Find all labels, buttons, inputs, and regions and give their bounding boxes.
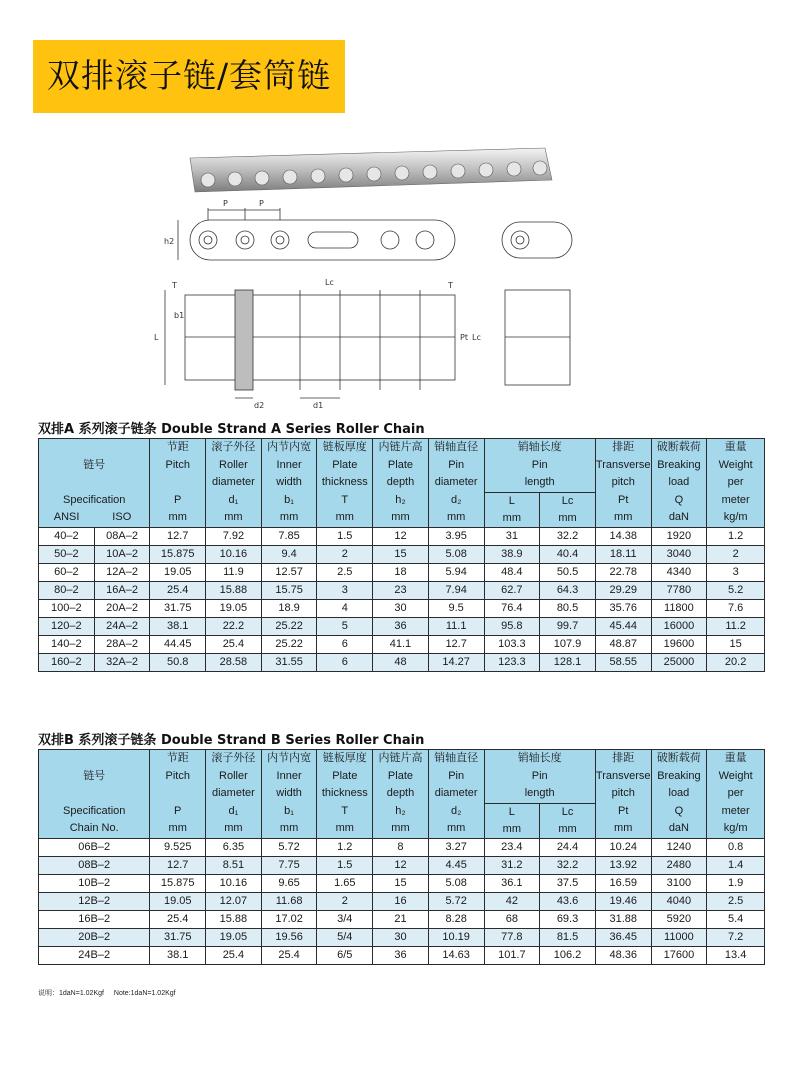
table-cell: 103.3	[484, 635, 540, 653]
table-cell: 2	[707, 545, 765, 563]
spec-sub-iso: ISO	[112, 511, 132, 524]
table-cell: 15	[373, 545, 429, 563]
table-cell: 6	[317, 635, 373, 653]
table-cell: 2.5	[317, 563, 373, 581]
table-cell: 35.76	[595, 599, 651, 617]
table-cell: 1920	[651, 527, 707, 545]
table-cell: 4	[317, 599, 373, 617]
table-cell: 25.4	[150, 581, 206, 599]
col-header-breaking-load: 破断载荷 Breaking load Q daN	[651, 439, 707, 528]
table-cell: 9.65	[261, 874, 317, 892]
table-cell: 36	[373, 617, 429, 635]
col-header-inner-width: 内节内宽 Inner width b₁ mm	[261, 750, 317, 839]
table-cell: 13.92	[595, 856, 651, 874]
table-cell: 36.1	[484, 874, 540, 892]
title-banner	[33, 40, 345, 113]
table-cell: 5.4	[707, 910, 765, 928]
footnote-cn: 说明：1daN=1.02Kgf	[38, 990, 104, 997]
table-cell: 9.525	[150, 838, 206, 856]
table-b	[38, 749, 765, 965]
table-cell: 5	[317, 617, 373, 635]
table-b-title: 双排B 系列滚子链条 Double Strand B Series Roller Chain	[38, 733, 425, 748]
chain-drawing	[150, 140, 590, 410]
dim-label: T	[172, 281, 177, 290]
table-cell: 100–2	[39, 599, 95, 617]
table-cell: 12.7	[150, 856, 206, 874]
table-cell: 3.27	[428, 838, 484, 856]
table-cell: 12B–2	[39, 892, 150, 910]
chain-photo	[190, 148, 552, 192]
table-cell: 06B–2	[39, 838, 150, 856]
table-cell: 17.02	[261, 910, 317, 928]
table-cell: 3100	[651, 874, 707, 892]
table-cell: 50.5	[540, 563, 596, 581]
table-cell: 3/4	[317, 910, 373, 928]
table-cell: 10.16	[206, 874, 262, 892]
table-cell: 1.5	[317, 527, 373, 545]
table-cell: 20B–2	[39, 928, 150, 946]
col-header-plate-thickness: 链板厚度 Plate thickness T mm	[317, 439, 373, 528]
table-cell: 101.7	[484, 946, 540, 964]
spec-header-cn: 链号	[83, 458, 106, 471]
table-cell: 19.05	[206, 599, 262, 617]
table-cell: 13.4	[707, 946, 765, 964]
table-cell: 77.8	[484, 928, 540, 946]
table-cell: 16	[373, 892, 429, 910]
col-header-roller: 滚子外径 Roller diameter d₁ mm	[206, 750, 262, 839]
table-cell: 38.9	[484, 545, 540, 563]
table-cell: 69.3	[540, 910, 596, 928]
col-header-transverse-pitch: 排距 Transverse pitch Pt mm	[595, 750, 651, 839]
table-cell: 3	[707, 563, 765, 581]
table-cell: 48	[373, 653, 429, 671]
col-header-pitch: 节距 Pitch P mm	[150, 439, 206, 528]
table-cell: 5.08	[428, 874, 484, 892]
table-a	[38, 438, 765, 672]
table-cell: 24A–2	[94, 617, 150, 635]
dim-label: Lc	[325, 278, 334, 287]
table-cell: 50.8	[150, 653, 206, 671]
table-cell: 1.65	[317, 874, 373, 892]
table-cell: 48.87	[595, 635, 651, 653]
table-cell: 29.29	[595, 581, 651, 599]
table-cell: 48.36	[595, 946, 651, 964]
table-cell: 25.22	[261, 635, 317, 653]
table-cell: 4340	[651, 563, 707, 581]
table-cell: 08B–2	[39, 856, 150, 874]
table-cell: 6.35	[206, 838, 262, 856]
table-cell: 28.58	[206, 653, 262, 671]
table-cell: 5.94	[428, 563, 484, 581]
table-cell: 4040	[651, 892, 707, 910]
table-cell: 23	[373, 581, 429, 599]
table-cell: 12.07	[206, 892, 262, 910]
table-row	[39, 874, 765, 892]
table-cell: 1.2	[317, 838, 373, 856]
table-cell: 16000	[651, 617, 707, 635]
table-cell: 11.9	[206, 563, 262, 581]
table-row	[39, 928, 765, 946]
table-cell: 36.45	[595, 928, 651, 946]
dim-label: h2	[164, 237, 175, 246]
table-cell: 10B–2	[39, 874, 150, 892]
table-cell: 2	[317, 892, 373, 910]
table-cell: 14.27	[428, 653, 484, 671]
table-cell: 10.16	[206, 545, 262, 563]
table-cell: 7780	[651, 581, 707, 599]
table-cell: 18.11	[595, 545, 651, 563]
table-cell: 43.6	[540, 892, 596, 910]
table-cell: 4.45	[428, 856, 484, 874]
table-cell: 24B–2	[39, 946, 150, 964]
table-cell: 12.7	[428, 635, 484, 653]
col-header-weight: 重量 Weight per meter kg/m	[707, 439, 765, 528]
table-row	[39, 946, 765, 964]
table-cell: 64.3	[540, 581, 596, 599]
table-cell: 28A–2	[94, 635, 150, 653]
table-cell: 14.63	[428, 946, 484, 964]
table-cell: 160–2	[39, 653, 95, 671]
table-cell: 2	[317, 545, 373, 563]
dim-label: P	[223, 199, 228, 208]
spec-header-en: Specification	[63, 493, 126, 506]
table-cell: 5/4	[317, 928, 373, 946]
table-cell: 19.56	[261, 928, 317, 946]
table-cell: 31.55	[261, 653, 317, 671]
table-cell: 95.8	[484, 617, 540, 635]
table-cell: 15.875	[150, 545, 206, 563]
spec-sub-ansi: ANSI	[53, 511, 80, 524]
table-row	[39, 635, 765, 653]
table-cell: 80–2	[39, 581, 95, 599]
col-header-pin-length: 销轴长度 Pin length L Lc mm mm	[484, 439, 595, 528]
col-header-pin-diameter: 销轴直径 Pin diameter d₂ mm	[428, 439, 484, 528]
table-cell: 0.8	[707, 838, 765, 856]
col-header-weight: 重量 Weight per meter kg/m	[707, 750, 765, 839]
table-cell: 3.95	[428, 527, 484, 545]
table-a-title: 双排A 系列滚子链条 Double Strand A Series Roller Chain	[38, 422, 425, 437]
table-row	[39, 581, 765, 599]
table-cell: 1.9	[707, 874, 765, 892]
table-cell: 12.57	[261, 563, 317, 581]
table-cell: 45.44	[595, 617, 651, 635]
table-cell: 11.2	[707, 617, 765, 635]
table-cell: 36	[373, 946, 429, 964]
table-cell: 7.75	[261, 856, 317, 874]
table-cell: 6/5	[317, 946, 373, 964]
table-cell: 31.2	[484, 856, 540, 874]
table-cell: 81.5	[540, 928, 596, 946]
table-cell: 107.9	[540, 635, 596, 653]
table-cell: 48.4	[484, 563, 540, 581]
table-cell: 24.4	[540, 838, 596, 856]
table-cell: 80.5	[540, 599, 596, 617]
table-cell: 7.6	[707, 599, 765, 617]
dim-label: T	[448, 281, 453, 290]
table-cell: 32.2	[540, 527, 596, 545]
table-cell: 12	[373, 856, 429, 874]
col-header-pitch: 节距 Pitch P mm	[150, 750, 206, 839]
table-cell: 15	[373, 874, 429, 892]
table-cell: 14.38	[595, 527, 651, 545]
table-cell: 9.5	[428, 599, 484, 617]
dim-label: Lc	[472, 333, 481, 342]
table-cell: 20A–2	[94, 599, 150, 617]
table-cell: 25.4	[206, 946, 262, 964]
table-cell: 3	[317, 581, 373, 599]
table-cell: 31	[484, 527, 540, 545]
table-cell: 2.5	[707, 892, 765, 910]
table-cell: 5.72	[261, 838, 317, 856]
page-title: 双排滚子链/套筒链	[47, 56, 332, 95]
table-cell: 17600	[651, 946, 707, 964]
table-cell: 7.2	[707, 928, 765, 946]
table-row	[39, 892, 765, 910]
table-cell: 62.7	[484, 581, 540, 599]
table-cell: 25000	[651, 653, 707, 671]
table-cell: 7.85	[261, 527, 317, 545]
table-b-body	[39, 838, 765, 964]
table-row	[39, 527, 765, 545]
table-row	[39, 838, 765, 856]
spec-header-cell	[39, 750, 150, 839]
table-cell: 6	[317, 653, 373, 671]
table-cell: 1.4	[707, 856, 765, 874]
table-cell: 5920	[651, 910, 707, 928]
table-cell: 25.4	[150, 910, 206, 928]
table-cell: 40.4	[540, 545, 596, 563]
table-cell: 22.78	[595, 563, 651, 581]
table-cell: 31.75	[150, 599, 206, 617]
dim-label: b1	[174, 311, 185, 320]
table-cell: 19.05	[150, 892, 206, 910]
col-header-breaking-load: 破断载荷 Breaking load Q daN	[651, 750, 707, 839]
table-cell: 16B–2	[39, 910, 150, 928]
table-cell: 5.2	[707, 581, 765, 599]
table-cell: 8	[373, 838, 429, 856]
table-cell: 15.88	[206, 581, 262, 599]
table-cell: 30	[373, 599, 429, 617]
table-cell: 11.1	[428, 617, 484, 635]
table-cell: 99.7	[540, 617, 596, 635]
col-header-inner-width: 内节内宽 Inner width b₁ mm	[261, 439, 317, 528]
table-cell: 31.75	[150, 928, 206, 946]
table-row	[39, 856, 765, 874]
table-cell: 68	[484, 910, 540, 928]
table-cell: 120–2	[39, 617, 95, 635]
table-cell: 140–2	[39, 635, 95, 653]
table-cell: 42	[484, 892, 540, 910]
table-cell: 11.68	[261, 892, 317, 910]
table-cell: 40–2	[39, 527, 95, 545]
table-cell: 5.72	[428, 892, 484, 910]
table-cell: 25.4	[206, 635, 262, 653]
table-cell: 76.4	[484, 599, 540, 617]
table-cell: 22.2	[206, 617, 262, 635]
spec-header-cn: 链号	[83, 769, 106, 782]
table-cell: 15.875	[150, 874, 206, 892]
table-cell: 128.1	[540, 653, 596, 671]
table-cell: 10.24	[595, 838, 651, 856]
table-cell: 25.22	[261, 617, 317, 635]
table-row	[39, 910, 765, 928]
table-row	[39, 563, 765, 581]
side-view	[178, 208, 572, 260]
col-header-transverse-pitch: 排距 Transverse pitch Pt mm	[595, 439, 651, 528]
dim-label: Pt	[460, 333, 468, 342]
table-cell: 1.5	[317, 856, 373, 874]
table-cell: 10A–2	[94, 545, 150, 563]
table-cell: 12.7	[150, 527, 206, 545]
table-cell: 41.1	[373, 635, 429, 653]
footnote-en: Note:1daN=1.02Kgf	[113, 990, 176, 997]
table-cell: 32A–2	[94, 653, 150, 671]
table-cell: 23.4	[484, 838, 540, 856]
table-cell: 15	[707, 635, 765, 653]
table-cell: 3040	[651, 545, 707, 563]
table-cell: 18	[373, 563, 429, 581]
table-cell: 25.4	[261, 946, 317, 964]
table-cell: 30	[373, 928, 429, 946]
table-cell: 10.19	[428, 928, 484, 946]
spec-header-en: Specification	[63, 804, 126, 817]
spec-sub-chain-no: Chain No.	[69, 822, 119, 835]
table-cell: 19.46	[595, 892, 651, 910]
spec-header-cell	[39, 439, 150, 528]
table-row	[39, 599, 765, 617]
table-cell: 19.05	[206, 928, 262, 946]
footnote	[38, 988, 184, 998]
table-cell: 11000	[651, 928, 707, 946]
table-cell: 7.92	[206, 527, 262, 545]
table-cell: 12A–2	[94, 563, 150, 581]
table-cell: 44.45	[150, 635, 206, 653]
dim-label: d1	[313, 401, 324, 410]
table-cell: 15.75	[261, 581, 317, 599]
table-a-body	[39, 527, 765, 671]
dim-label: d2	[254, 401, 265, 410]
table-cell: 31.88	[595, 910, 651, 928]
table-row	[39, 617, 765, 635]
table-cell: 11800	[651, 599, 707, 617]
dim-label: L	[154, 333, 159, 342]
col-header-roller: 滚子外径 Roller diameter d₁ mm	[206, 439, 262, 528]
col-header-pin-length: 销轴长度 Pin length L Lc mm mm	[484, 750, 595, 839]
plan-view	[165, 290, 570, 398]
table-cell: 08A–2	[94, 527, 150, 545]
col-header-pin-diameter: 销轴直径 Pin diameter d₂ mm	[428, 750, 484, 839]
table-cell: 32.2	[540, 856, 596, 874]
table-cell: 12	[373, 527, 429, 545]
col-header-plate-thickness: 链板厚度 Plate thickness T mm	[317, 750, 373, 839]
table-cell: 19600	[651, 635, 707, 653]
table-cell: 15.88	[206, 910, 262, 928]
table-row	[39, 653, 765, 671]
table-cell: 8.28	[428, 910, 484, 928]
table-cell: 16A–2	[94, 581, 150, 599]
table-cell: 106.2	[540, 946, 596, 964]
table-cell: 1.2	[707, 527, 765, 545]
table-cell: 50–2	[39, 545, 95, 563]
table-cell: 37.5	[540, 874, 596, 892]
table-cell: 38.1	[150, 946, 206, 964]
table-cell: 5.08	[428, 545, 484, 563]
table-cell: 123.3	[484, 653, 540, 671]
col-header-plate-depth: 内链片高 Plate depth h₂ mm	[373, 750, 429, 839]
table-cell: 16.59	[595, 874, 651, 892]
table-cell: 19.05	[150, 563, 206, 581]
table-cell: 1240	[651, 838, 707, 856]
table-row	[39, 545, 765, 563]
table-cell: 7.94	[428, 581, 484, 599]
table-cell: 8.51	[206, 856, 262, 874]
table-cell: 20.2	[707, 653, 765, 671]
table-cell: 58.55	[595, 653, 651, 671]
table-cell: 9.4	[261, 545, 317, 563]
table-cell: 21	[373, 910, 429, 928]
dim-label: P	[259, 199, 264, 208]
table-cell: 2480	[651, 856, 707, 874]
table-cell: 60–2	[39, 563, 95, 581]
col-header-plate-depth: 内链片高 Plate depth h₂ mm	[373, 439, 429, 528]
table-cell: 18.9	[261, 599, 317, 617]
table-cell: 38.1	[150, 617, 206, 635]
